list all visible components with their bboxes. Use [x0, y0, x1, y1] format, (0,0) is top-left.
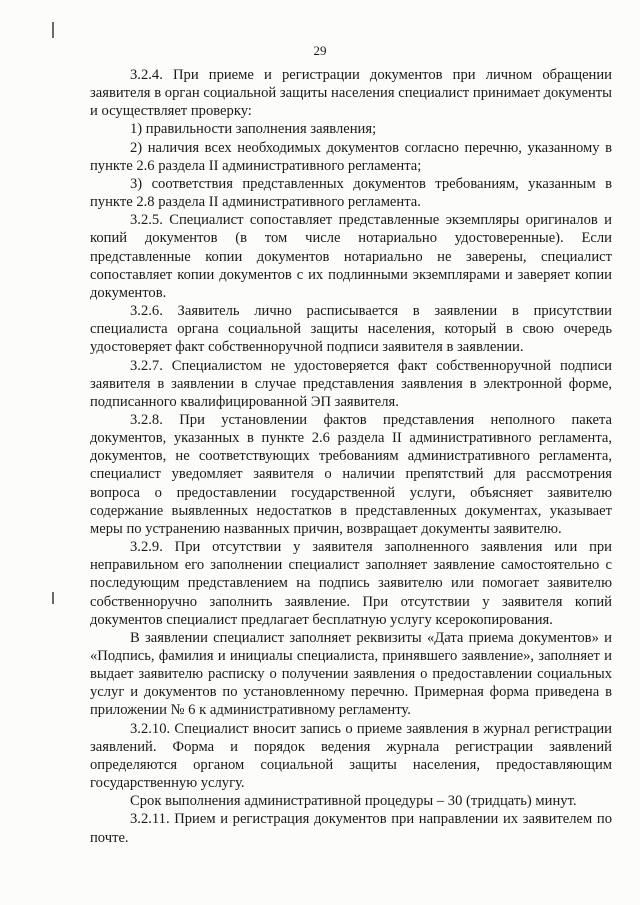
paragraph-3-2-5: 3.2.5. Специалист сопоставляет представленные экземпляры оригиналов и копий документов (в том числе нотариально удостоверенные). Если представленные копии документов нотариально не заверены, специалист сопоставляет копии документов с их подлинными экземплярами и заверяет копии документов. [90, 212, 612, 301]
scan-edge-mark [52, 592, 54, 604]
paragraph-3-2-10: 3.2.10. Специалист вносит запись о приеме заявления в журнал регистрации заявлений. Форма и порядок ведения журнала регистрации заявлений определяются органом социальной защиты населения, предоставляющим государственную услугу. [90, 720, 612, 792]
page-number: 29 [313, 43, 327, 58]
list-item-3: 3) соответствия представленных документов требованиям, указанным в пункте 2.8 раздела II административного регламента. [90, 175, 612, 211]
paragraph-3-2-4: 3.2.4. При приеме и регистрации документов при личном обращении заявителя в орган социальной защиты населения специалист принимает документы и осуществляет проверку: [90, 67, 612, 120]
paragraph-3-2-11: 3.2.11. Прием и регистрация документов при направлении их заявителем по почте. [90, 811, 612, 846]
document-body [90, 66, 612, 847]
paragraph-3-2-6: 3.2.6. Заявитель лично расписывается в заявлении в присутствии специалиста органа социальной защиты населения, который в свою очередь удостоверяет факт собственноручной подписи заявителя в заявлении. [90, 303, 612, 356]
list-item-1: 1) правильности заполнения заявления; [130, 121, 377, 138]
paragraph-application-details: В заявлении специалист заполняет реквизиты «Дата приема документов» и «Подпись, фамилия и инициалы специалиста, принявшего заявление», заполняет и выдает заявителю расписку о получении заявления о предоставлении социальных услуг и документов по установленному перечню. Примерная форма приведена в приложении № 6 к административному регламенту. [90, 629, 612, 719]
scan-edge-mark [52, 22, 54, 38]
paragraph-3-2-7: 3.2.7. Специалистом не удостоверяется факт собственноручной подписи заявителя в заявлении в случае представления заявления в электронной форме, подписанного квалифицированной ЭП заявителя. [90, 357, 612, 410]
paragraph-3-2-8: 3.2.8. При установлении фактов представления неполного пакета документов, указанных в пункте 2.6 раздела II административного регламента, документов, не соответствующих требованиям административного регламента, специалист уведомляет заявителя о наличии препятствий для рассмотрения вопроса о предоставлении государственной услуги, объясняет заявителю содержание выявленных недостатков в представленных документах, указывает меры по устранению названных причин, возвращает документы заявителю. [90, 411, 612, 537]
list-item-2: 2) наличия всех необходимых документов согласно перечню, указанному в пункте 2.6 раздела II административного регламента; [90, 139, 612, 174]
paragraph-deadline: Срок выполнения административной процедуры – 30 (тридцать) минут. [130, 793, 577, 810]
paragraph-3-2-9: 3.2.9. При отсутствии у заявителя заполненного заявления или при неправильном его заполнении специалист заполняет заявление самостоятельно с последующим представлением на подпись заявителю или помогает заявителю собственноручно заполнить заявление. При отсутствии у заявителя копий документов специалист предлагает бесплатную услугу ксерокопирования. [90, 539, 612, 628]
